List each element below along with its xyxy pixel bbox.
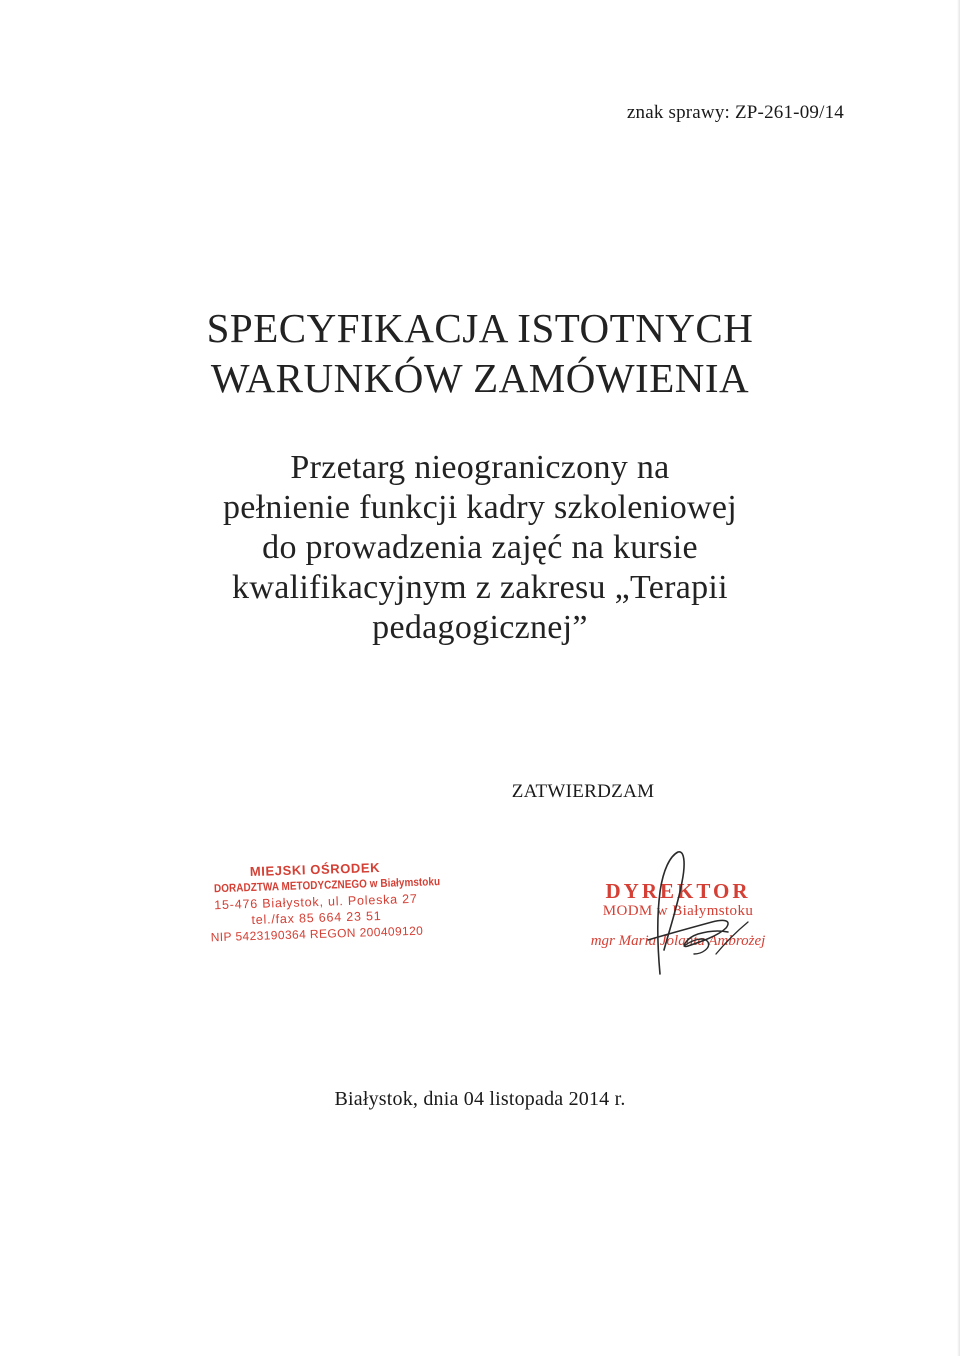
title-line-1: SPECYFIKACJA ISTOTNYCH [206,305,754,351]
stamp-line-2: DORADZTWA METODYCZNEGO w Białymstoku [213,876,441,896]
handwritten-signature [608,842,758,977]
place-and-date: Białystok, dnia 04 listopada 2014 r. [334,1088,626,1110]
subtitle-line-4: kwalifikacyjnym z zakresu „Terapii [232,569,728,606]
stamp-line-4: tel./fax 85 664 23 51 [251,908,382,928]
document-title [0,303,960,403]
case-reference: znak sprawy: ZP-261-09/14 [626,102,844,123]
director-name: mgr Maria Jolanta Ambrożej [590,933,766,949]
approval-label: ZATWIERDZAM [511,781,655,802]
document-subtitle [0,448,960,648]
institution-stamp [197,858,441,945]
subtitle-line-5: pedagogicznej” [372,609,588,646]
stamp-line-5: NIP 5423190364 REGON 200409120 [210,923,424,945]
director-title: DYREKTOR [605,879,751,903]
title-line-2: WARUNKÓW ZAMÓWIENIA [210,355,750,401]
subtitle-line-1: Przetarg nieograniczony na [290,449,670,486]
subtitle-line-3: do prowadzenia zajęć na kursie [262,529,698,566]
subtitle-line-2: pełnienie funkcji kadry szkoleniowej [222,489,738,526]
director-unit: MODM w Białymstoku [602,903,754,919]
stamp-line-1: MIEJSKI OŚRODEK [249,859,381,880]
stamp-line-3: 15-476 Białystok, ul. Poleska 27 [214,891,418,913]
